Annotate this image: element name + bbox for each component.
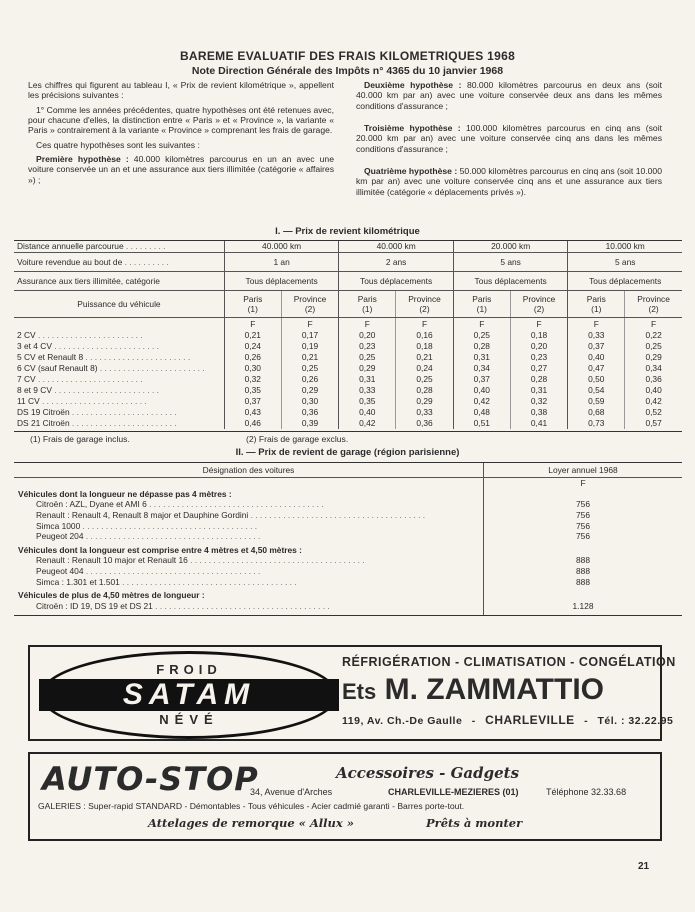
vehicle-label: DS 19 Citroën [17, 407, 70, 418]
cost-cell: 0,37 [224, 396, 281, 407]
unit-label: F [224, 318, 281, 331]
category-row [14, 545, 682, 556]
loyer-value: 888 [484, 566, 683, 577]
vehicle-label: Renault : Renault 4, Renault 8 major et Dauphine Gordini [36, 510, 249, 521]
loyer-value: 756 [484, 499, 683, 510]
table-row: DS 21 Citroën . . . . . . . . . . . . . . . . . . . . . . . 0,46 0,39 0,42 0,36 0,51 0,41 0,73 0,57 [14, 418, 682, 429]
table-row: 5 CV et Renault 8 . . . . . . . . . . . . . . . . . . . . . . . 0,26 0,21 0,25 0,21 0,31 0,23 0,40 0,29 [14, 352, 682, 363]
autostop-phone: Téléphone 32.33.68 [546, 787, 627, 797]
cost-cell: 0,38 [510, 407, 568, 418]
table1-title: I. — Prix de revient kilométrique [275, 226, 420, 237]
cost-cell: 0,31 [453, 352, 510, 363]
vehicle-label: Simca : 1.301 et 1.501 [36, 576, 120, 587]
hypothesis-label: Première hypothèse : [36, 153, 129, 164]
cost-cell: 0,57 [625, 418, 682, 429]
cost-cell: 0,29 [339, 363, 396, 374]
hypothesis-label: Troisième hypothèse : [364, 122, 461, 133]
table-row: Citroën : AZL, Dyane et AMI 6 . . . . . . . . . . . . . . . . . . . . . . . . . . . . . . . . . . . . . . 756 [14, 499, 682, 510]
cost-cell: 0,59 [568, 396, 625, 407]
table-row: 8 et 9 CV . . . . . . . . . . . . . . . . . . . . . . . 0,35 0,29 0,33 0,28 0,40 0,31 0,54 0,40 [14, 385, 682, 396]
row-label-distance: Distance annuelle parcourue [17, 241, 124, 252]
col-header-note: (1) [247, 304, 258, 314]
cost-cell: 0,22 [625, 330, 682, 341]
satam-froid: FROID [156, 662, 222, 677]
cost-cell: 0,25 [453, 330, 510, 341]
hypothesis-text: 100.000 kilomètres parcourus en cinq ans (soit 20.000 km par an) avec une voiture conservée cinq ans dans les mêmes conditions d'assurance ; [356, 122, 662, 154]
col-header-note: (2) [648, 304, 659, 314]
table-row: Peugeot 204 . . . . . . . . . . . . . . . . . . . . . . . . . . . . . . . . . . . . . . 756 [14, 531, 682, 542]
hypothesis-label: Deuxième hypothèse : [364, 80, 462, 90]
col-header-note: (1) [591, 304, 602, 314]
cost-cell: 0,21 [224, 330, 281, 341]
col-header-note: (2) [533, 304, 545, 314]
cost-cell: 0,47 [568, 363, 625, 374]
autostop-tagline: Accessoires - Gadgets [336, 764, 520, 782]
table-row: Simca 1000 . . . . . . . . . . . . . . . . . . . . . . . . . . . . . . . . . . . . . . 756 [14, 520, 682, 531]
row-label-assurance: Assurance aux tiers illimitée, catégorie [14, 272, 224, 291]
col-header-label: Paris [357, 293, 377, 304]
zammattio-company [342, 673, 604, 709]
unit-label: F [339, 318, 396, 331]
cost-cell: 0,24 [396, 363, 454, 374]
vehicle-label: Citroën : AZL, Dyane et AMI 6 [36, 499, 147, 510]
cost-cell: 0,25 [625, 341, 682, 352]
cost-cell: 0,16 [396, 330, 454, 341]
vehicle-label: Simca 1000 [36, 520, 81, 531]
cost-cell: 0,28 [453, 341, 510, 352]
autostop-attelages: Attelages de remorque « Allux » [148, 816, 354, 830]
cost-cell: 0,19 [281, 341, 339, 352]
cost-cell: 0,18 [396, 341, 454, 352]
hypothesis-text: 50.000 kilomètres parcourus en cinq ans (soit 10.000 km par an) avec une voiture conservée cinq ans et une assurance aux tiers illimitée (catégorie « déplacements privés »). [356, 165, 662, 197]
cost-cell: 0,42 [453, 396, 510, 407]
cost-cell: 0,51 [453, 418, 510, 429]
col-header-note: (2) [419, 304, 430, 314]
table-row: DS 19 Citroën . . . . . . . . . . . . . . . . . . . . . . . 0,43 0,36 0,40 0,33 0,48 0,38 0,68 0,52 [14, 407, 682, 418]
autostop-city: CHARLEVILLE-MEZIERES (01) [388, 787, 519, 797]
vehicle-label: 2 CV [17, 330, 36, 341]
unit-label: F [625, 318, 682, 331]
cost-cell: 0,40 [453, 385, 510, 396]
table-row: 11 CV . . . . . . . . . . . . . . . . . . . . . . . 0,37 0,30 0,35 0,29 0,42 0,32 0,59 0,42 [14, 396, 682, 407]
intro-right-column [356, 80, 662, 201]
cost-cell: 0,17 [281, 330, 339, 341]
zammattio-city: CHARLEVILLE [485, 713, 575, 727]
table1: Distance annuelle parcourue . . . . . . . . . 40.000 km 40.000 km 20.000 km 10.000 km Voiture revendue au bout de . . . . . . . . . . 1 an 2 ans 5 ans 5 ans Assurance aux tiers illimitée, catégorie Tous déplacements Tous déplacements Tous déplacements Tous déplacements Puissance du véhicule Paris (1) Province (2) Paris (1) Province (2) Paris (1) Province (2) Paris (1) Province (2) F F F F F F F F 2 CV . . . . . . . . . . . . . . . . . . . . . . . 0,21 0,17 0,20 0,16 0,25 0,18 0,33 0,22 3 et 4 CV . . . . . . . . . . . . . . . . . . . . . . . 0,24 0,19 0,23 0,18 0,28 0,20 0,37 0,25 5 CV et Renault 8 . . . . . . . . . . . . . . . . . . . . . . . 0,26 0,21 0,25 0,21 0,31 0,23 0,40 0,29 6 CV (sauf Renault 8) . . . . . . . . . . . . . . . . . . . . . . . 0,30 0,25 0,29 0,24 0,34 0,27 0,47 0,34 7 CV . . . . . . . . . . . . . . . . . . . . . . . 0,32 0,26 0,31 0,25 0,37 0,28 0,50 0,36 8 et 9 CV . . . . . . . . . . . . . . . . . . . . . . . 0,35 0,29 0,33 0,28 0,40 0,31 0,54 0,40 11 CV . . . . . . . . . . . . . . . . . . . . . . . 0,37 0,30 0,35 0,29 0,42 0,32 0,59 0,42 DS 19 Citroën . . . . . . . . . . . . . . . . . . . . . . . 0,43 0,36 0,40 0,33 0,48 0,38 0,68 0,52 DS 21 Citroën . . . . . . . . . . . . . . . . . . . . . . . 0,46 0,39 0,42 0,36 0,51 0,41 0,73 0,57 [14, 240, 682, 432]
cost-cell: 0,37 [453, 374, 510, 385]
zammattio-contact: 119, Av. Ch.-De Gaulle - CHARLEVILLE - Tél. : 32.22.95 [342, 713, 674, 727]
col-header-label: Paris [586, 293, 606, 304]
zammattio-tel: Tél. : 32.22.95 [597, 715, 674, 727]
unit-label: F [568, 318, 625, 331]
satam-logo [40, 651, 338, 739]
col-header-paris [339, 291, 396, 318]
table-row: 6 CV (sauf Renault 8) . . . . . . . . . . . . . . . . . . . . . . . 0,30 0,25 0,29 0,24 0,34 0,27 0,47 0,34 [14, 363, 682, 374]
cost-cell: 0,41 [510, 418, 568, 429]
category-title: Véhicules dont la longueur est comprise entre 4 mètres et 4,50 mètres : [18, 544, 302, 555]
table-row: 2 CV . . . . . . . . . . . . . . . . . . . . . . . 0,21 0,17 0,20 0,16 0,25 0,18 0,33 0,22 [14, 330, 682, 341]
satam-brand: SATAM [39, 679, 339, 711]
ad-autostop [28, 752, 662, 841]
col-header-label: Paris [243, 293, 263, 304]
ad-satam [28, 645, 676, 741]
intro-left-column [28, 80, 334, 189]
cost-cell: 0,33 [396, 407, 454, 418]
hypothesis-text: 40.000 kilomètres parcourus en un an avec une voiture conservée un an et une assurance aux tiers illimitée (catégorie « affaires ») ; [28, 153, 334, 185]
duration-cell: 5 ans [453, 253, 568, 272]
cost-cell: 0,25 [281, 363, 339, 374]
loyer-value: 888 [484, 576, 683, 587]
table-row: 7 CV . . . . . . . . . . . . . . . . . . . . . . . 0,32 0,26 0,31 0,25 0,37 0,28 0,50 0,36 [14, 374, 682, 385]
col-header-label: Province [408, 293, 441, 304]
cost-cell: 0,21 [396, 352, 454, 363]
col-header-note: (2) [304, 304, 316, 314]
unit-label: F [281, 318, 339, 331]
cost-cell: 0,31 [339, 374, 396, 385]
hypothesis-2 [356, 80, 662, 111]
cost-cell: 0,23 [339, 341, 396, 352]
table-row: Citroën : ID 19, DS 19 et DS 21 . . . . . . . . . . . . . . . . . . . . . . . . . . . . . . . . . . . . . . 1.128 [14, 601, 682, 612]
cost-cell: 0,26 [281, 374, 339, 385]
hypothesis-label: Quatrième hypothèse : [364, 165, 458, 176]
cost-cell: 0,28 [510, 374, 568, 385]
autostop-address: 34, Avenue d'Arches [250, 787, 333, 797]
cost-cell: 0,36 [396, 418, 454, 429]
hypothesis-4 [356, 166, 662, 197]
col-header-label: Province [293, 293, 327, 304]
vehicle-label: Peugeot 204 [36, 531, 84, 542]
cost-cell: 0,29 [396, 396, 454, 407]
row-label-puissance: Puissance du véhicule [14, 291, 224, 318]
cost-cell: 0,32 [510, 396, 568, 407]
vehicle-label: Citroën : ID 19, DS 19 et DS 21 [36, 600, 153, 611]
distance-cell: 40.000 km [224, 241, 339, 253]
loyer-value: 756 [484, 531, 683, 542]
table2-title: II. — Prix de revient de garage (région parisienne) [235, 447, 460, 458]
cost-cell: 0,18 [510, 330, 568, 341]
cost-cell: 0,21 [281, 352, 339, 363]
cost-cell: 0,68 [568, 407, 625, 418]
cost-cell: 0,40 [568, 352, 625, 363]
cost-cell: 0,43 [224, 407, 281, 418]
loyer-value: 756 [484, 510, 683, 521]
hypothesis-text: 80.000 kilomètres parcourus en deux ans (soit 40.000 km par an) avec une voiture conservée deux ans dans les mêmes conditions d'assurance ; [356, 80, 662, 111]
col-header-label: Province [522, 293, 556, 304]
cost-cell: 0,27 [510, 363, 568, 374]
cost-cell: 0,36 [281, 407, 339, 418]
vehicle-label: Renault : Renault 10 major et Renault 16 [36, 555, 188, 566]
vehicle-label: 7 CV [17, 374, 36, 385]
cost-cell: 0,42 [339, 418, 396, 429]
col-header-label: Paris [472, 293, 492, 304]
assurance-cell: Tous déplacements [453, 272, 568, 291]
vehicle-label: Peugeot 404 [36, 566, 84, 576]
table-row: Renault : Renault 10 major et Renault 16 . . . . . . . . . . . . . . . . . . . . . . . . . . . . . . . . . . . . . . 888 [14, 555, 682, 566]
col-header-paris [224, 291, 281, 318]
cost-cell: 0,20 [339, 330, 396, 341]
col-header-paris [568, 291, 625, 318]
table2 [14, 462, 682, 616]
intro-paragraph: Ces quatre hypothèses sont les suivantes : [36, 139, 200, 150]
intro-paragraph: 1° Comme les années précédentes, quatre hypothèses ont été retenues avec, pour chacune d'elles, la distinction entre « Paris » et « Province », la variante « Paris » contrairement à la variante « Province » comprenant les frais de garage. [28, 104, 334, 136]
assurance-cell: Tous déplacements [339, 272, 454, 291]
distance-cell: 40.000 km [339, 241, 454, 253]
col-header-province [281, 291, 339, 318]
duration-cell: 2 ans [339, 253, 454, 272]
autostop-prets: Prêts à monter [426, 816, 523, 830]
assurance-cell: Tous déplacements [224, 272, 339, 291]
zammattio-address: 119, Av. Ch.-De Gaulle [342, 715, 463, 727]
document-header [20, 49, 675, 78]
footnote-2: (2) Frais de garage exclus. [246, 434, 349, 444]
col-header-province [625, 291, 682, 318]
category-row [14, 489, 682, 500]
cost-cell: 0,52 [625, 407, 682, 418]
distance-cell: 20.000 km [453, 241, 568, 253]
cost-cell: 0,35 [224, 385, 281, 396]
unit-label: F [396, 318, 454, 331]
col-header-note: (1) [476, 304, 487, 314]
col-header-province [510, 291, 568, 318]
cost-cell: 0,25 [339, 352, 396, 363]
cost-cell: 0,42 [625, 396, 682, 407]
hypothesis-3 [356, 123, 662, 154]
cost-cell: 0,25 [396, 374, 454, 385]
duration-cell: 1 an [224, 253, 339, 272]
satam-neve: NÉVÉ [159, 711, 219, 727]
unit-label: F [453, 318, 510, 331]
unit-label: F [510, 318, 568, 331]
cost-cell: 0,31 [510, 385, 568, 396]
page-number: 21 [638, 861, 650, 872]
table-row: 3 et 4 CV . . . . . . . . . . . . . . . . . . . . . . . 0,24 0,19 0,23 0,18 0,28 0,20 0,37 0,25 [14, 341, 682, 352]
table-row: Renault : Renault 4, Renault 8 major et Dauphine Gordini . . . . . . . . . . . . . . . . . . . . . . . . . . . . . . . . . . . . . . 756 [14, 510, 682, 521]
cost-cell: 0,36 [625, 374, 682, 385]
vehicle-label: 11 CV [17, 396, 40, 407]
vehicle-label: 3 et 4 CV [17, 341, 52, 352]
cost-cell: 0,39 [281, 418, 339, 429]
table-row: Peugeot 404 . . . . . . . . . . . . . . . . . . . . . . . . . . . . . . . . . . . . . . 888 [14, 566, 682, 577]
col-loyer: Loyer annuel 1968 [484, 463, 683, 478]
cost-cell: 0,37 [568, 341, 625, 352]
row-label-revendue: Voiture revendue au bout de [17, 256, 123, 267]
col-header-province [396, 291, 454, 318]
zammattio-services: RÉFRIGÉRATION - CLIMATISATION - CONGÉLATION [342, 655, 676, 669]
cost-cell: 0,35 [339, 396, 396, 407]
cost-cell: 0,29 [625, 352, 682, 363]
distance-cell: 10.000 km [568, 241, 682, 253]
cost-cell: 0,73 [568, 418, 625, 429]
cost-cell: 0,26 [224, 352, 281, 363]
cost-cell: 0,48 [453, 407, 510, 418]
footnote-1: (1) Frais de garage inclus. [30, 434, 130, 444]
cost-cell: 0,40 [625, 385, 682, 396]
intro-paragraph: Les chiffres qui figurent au tableau I, « Prix de revient kilométrique », appellent les précisions suivantes : [28, 80, 334, 101]
zammattio-name: M. ZAMMATTIO [384, 673, 604, 706]
category-title: Véhicules dont la longueur ne dépasse pas 4 mètres : [18, 488, 232, 499]
zammattio-ets: Ets [342, 679, 377, 704]
cost-cell: 0,33 [339, 385, 396, 396]
vehicle-label: 5 CV et Renault 8 [17, 352, 84, 363]
cost-cell: 0,30 [224, 363, 281, 374]
col-header-paris [453, 291, 510, 318]
loyer-value: 756 [484, 520, 683, 531]
hypothesis-1 [28, 154, 334, 185]
col-designation: Désignation des voitures [14, 463, 484, 478]
category-title: Véhicules de plus de 4,50 mètres de longueur : [18, 590, 205, 601]
cost-cell: 0,34 [453, 363, 510, 374]
document-subtitle: Note Direction Générale des Impôts n° 4365 du 10 janvier 1968 [191, 65, 504, 78]
duration-cell: 5 ans [568, 253, 682, 272]
vehicle-label: DS 21 Citroën [17, 418, 70, 429]
cost-cell: 0,32 [224, 374, 281, 385]
cost-cell: 0,54 [568, 385, 625, 396]
unit-label: F [484, 478, 683, 489]
cost-cell: 0,50 [568, 374, 625, 385]
col-header-note: (1) [362, 304, 373, 314]
category-row [14, 590, 682, 601]
vehicle-label: 8 et 9 CV [17, 385, 52, 396]
cost-cell: 0,33 [568, 330, 625, 341]
vehicle-label: 6 CV (sauf Renault 8) [17, 363, 98, 374]
cost-cell: 0,20 [510, 341, 568, 352]
cost-cell: 0,30 [281, 396, 339, 407]
cost-cell: 0,23 [510, 352, 568, 363]
cost-cell: 0,34 [625, 363, 682, 374]
cost-cell: 0,29 [281, 385, 339, 396]
cost-cell: 0,46 [224, 418, 281, 429]
autostop-galeries: GALERIES : Super-rapid STANDARD - Démontables - Tous véhicules - Acier cadmié garanti - Barres porte-tout. [38, 801, 465, 811]
cost-cell: 0,24 [224, 341, 281, 352]
loyer-value: 1.128 [484, 601, 683, 612]
loyer-value: 888 [484, 555, 683, 566]
assurance-cell: Tous déplacements [568, 272, 682, 291]
cost-cell: 0,28 [396, 385, 454, 396]
autostop-brand: AUTO-STOP [42, 760, 259, 798]
table-row: Simca : 1.301 et 1.501 . . . . . . . . . . . . . . . . . . . . . . . . . . . . . . . . . . . . . . 888 [14, 576, 682, 587]
document-title: BAREME EVALUATIF DES FRAIS KILOMETRIQUES 1968 [179, 49, 516, 63]
col-header-label: Province [637, 293, 670, 304]
cost-cell: 0,40 [339, 407, 396, 418]
